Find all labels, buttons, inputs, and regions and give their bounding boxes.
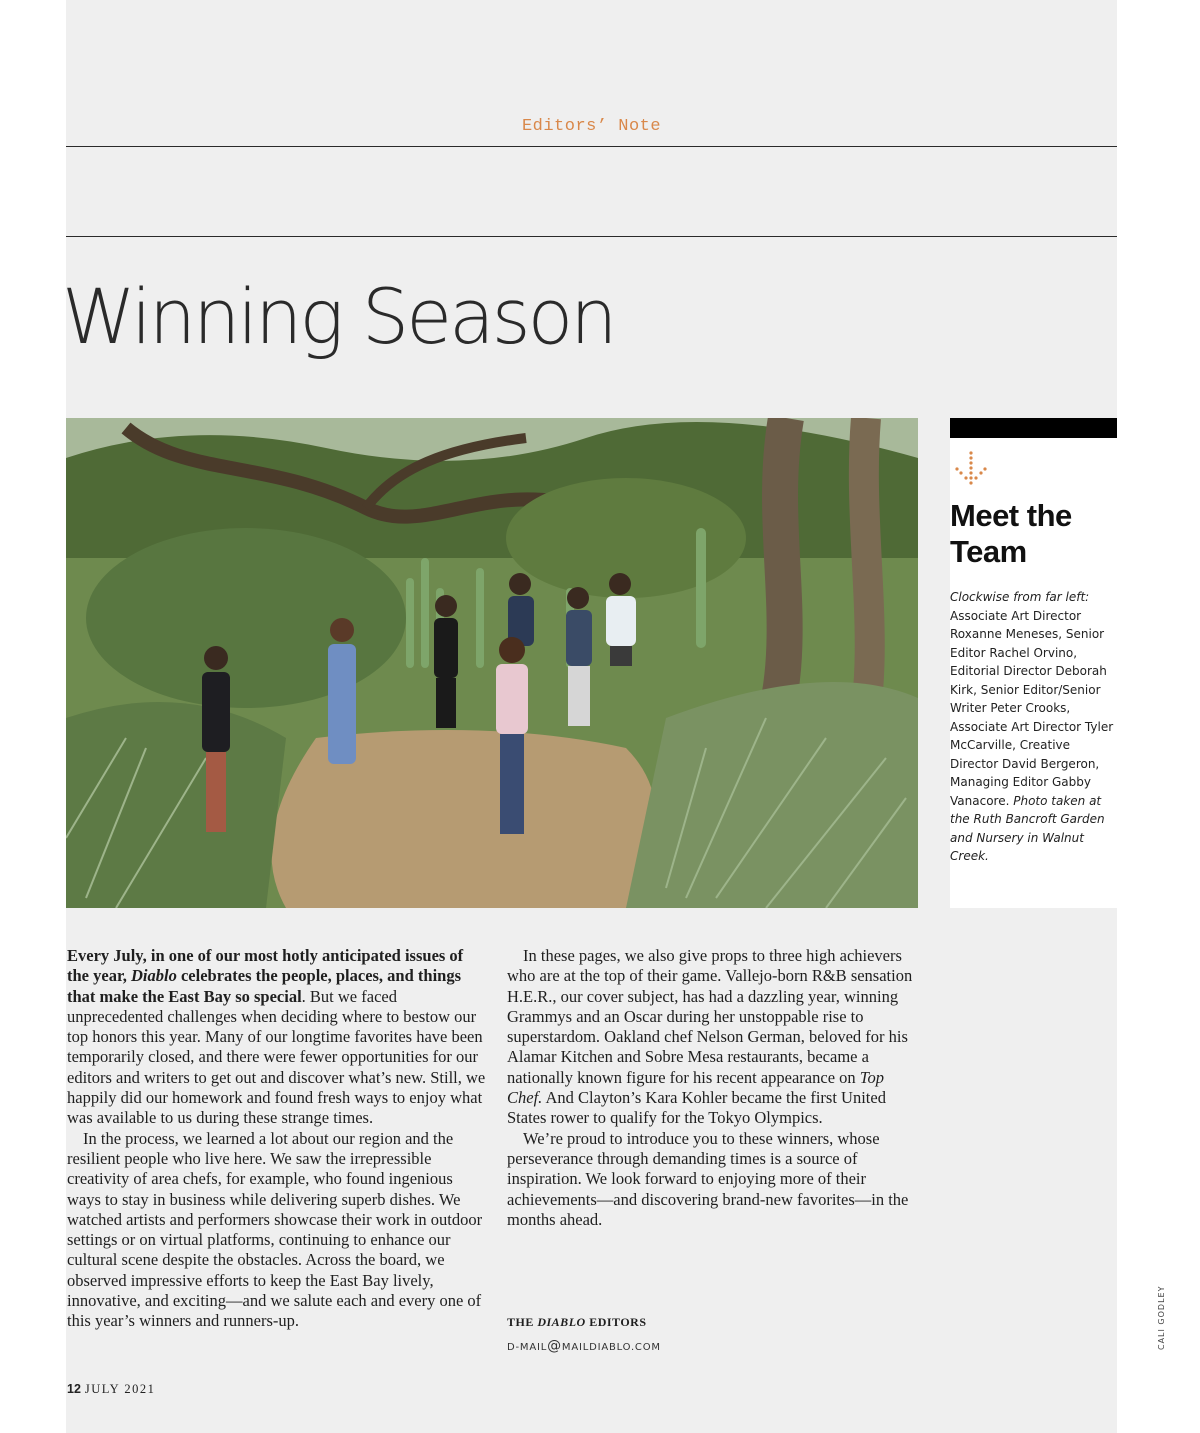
caption-names: Associate Art Director Roxanne Meneses, Senior Editor Rachel Orvino, Editorial Director Deborah Kirk, Senior Editor/Senior Writer Peter Crooks, Associate Art Director Tyler McCarville, Creative Director David Bergeron, Managing Editor Gabby Vanacore. [950, 608, 1114, 808]
caption-intro: Clockwise from far left: [950, 590, 1090, 604]
issue-date: JULY 2021 [84, 1382, 156, 1396]
team-photo-garden-icon [66, 418, 918, 908]
email-at-sign: @ [547, 1338, 562, 1354]
page-headline: Winning Season [62, 272, 615, 361]
caption-location: Photo taken at the Ruth Bancroft Garden and Nursery in Walnut Creek. [950, 793, 1105, 863]
lede-part-1: Every July, in one of our most hotly anticipated issues of the year, [67, 946, 464, 986]
team-photo [66, 418, 918, 908]
lede-text [67, 946, 463, 1006]
lede-part-2: celebrates the people, places, and things that make the East Bay so special [67, 966, 462, 1006]
sidebar-title: Meet the Team [950, 498, 1072, 569]
body-column-right [507, 946, 915, 1230]
body-column-left [67, 946, 487, 1332]
signature-suffix: EDITORS [585, 1315, 647, 1329]
top-divider [66, 146, 1117, 147]
show-title: Top Chef. [507, 1067, 884, 1108]
paragraph-1-rest: . But we faced unprecedented challenges when deciding where to bestow our top honors this year. Many of our longtime favorites have been temporarily closed, and there were fewer opportunities for our editors and writers to get out and discover what’s new. Still, we happily did our homework and found fresh ways to enjoy what was available to us during these strange times. [67, 986, 486, 1128]
meet-the-team-sidebar [950, 418, 1117, 908]
lede-magazine-name: Diablo [131, 966, 177, 986]
page-folio [67, 1382, 155, 1397]
photo-caption [950, 588, 1117, 866]
dotted-down-arrow-icon [954, 450, 988, 490]
sidebar-header-bar [950, 418, 1117, 438]
signature-prefix: THE [507, 1315, 538, 1329]
section-label: Editors’ Note [521, 117, 662, 136]
paragraph-4: We’re proud to introduce you to these winners, whose perseverance through demanding times is a source of inspiration. We look forward to enjoying more of their achievements—and discovering brand-new favorites—in the months ahead. [507, 1128, 909, 1229]
second-divider [66, 236, 1117, 237]
email-domain: MAILDIABLO.COM [561, 1342, 661, 1353]
email-address[interactable] [507, 1338, 661, 1354]
paragraph-3-part-1: In these pages, we also give props to three high achievers who are at the top of their game. Vallejo-born R&B sensation H.E.R., our cover subject, has had a dazzling year, winning Grammys and an Oscar during her unstoppable rise to superstardom. Oakland chef Nelson German, beloved for his Alamar Kitchen and Sobre Mesa restaurants, became a nationally known figure for his recent appearance on [507, 946, 913, 1087]
signature [507, 1315, 647, 1330]
photo-credit: CALI GODLEY [1157, 1285, 1166, 1350]
paragraph-3-part-2: And Clayton’s Kara Kohler became the first United States rower to qualify for the Tokyo Olympics. [507, 1088, 886, 1128]
paragraph-3 [507, 946, 915, 1129]
signature-magazine: DIABLO [537, 1315, 586, 1329]
email-prefix: D-MAIL [507, 1342, 548, 1353]
page-number: 12 [67, 1382, 81, 1396]
paragraph-1 [67, 946, 487, 1129]
paragraph-2: In the process, we learned a lot about our region and the resilient people who live here. We saw the irrepressible creativity of area chefs, for example, who found ingenious ways to stay in business while delivering superb dishes. We watched artists and performers showcase their work in outdoor settings or on virtual platforms, continuing to enhance our cultural scene despite the obstacles. Across the board, we observed impressive efforts to keep the East Bay lively, innovative, and exciting—and we salute each and every one of this year’s winners and runners-up. [67, 1128, 483, 1331]
